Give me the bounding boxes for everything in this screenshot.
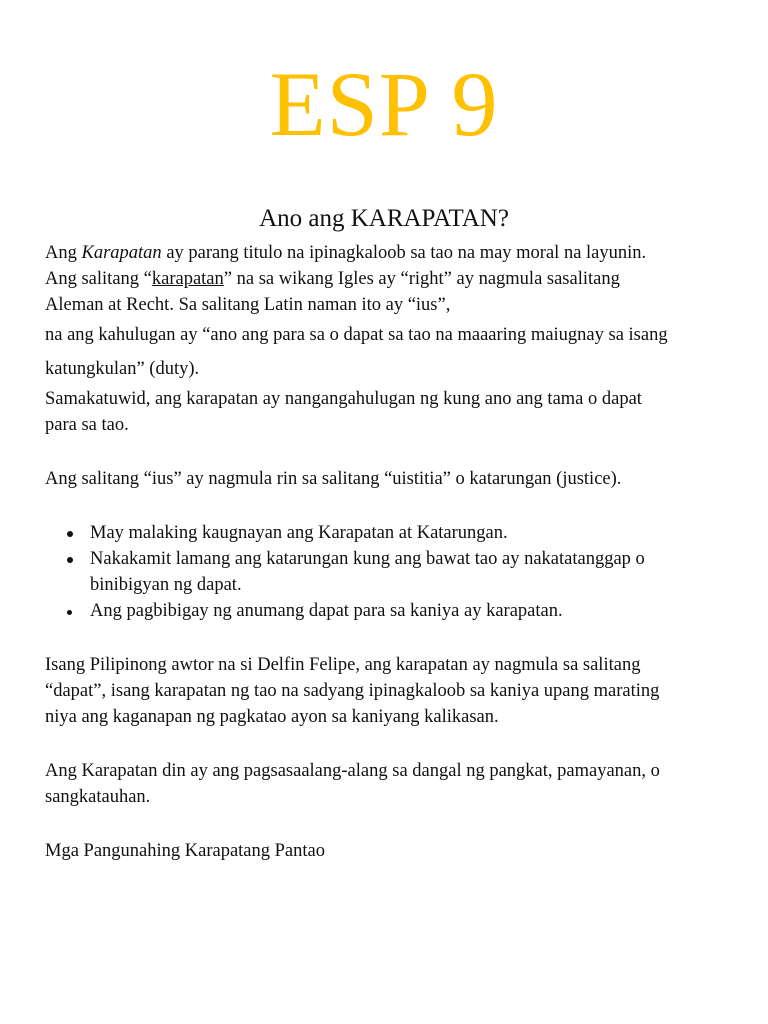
paragraph-spacer [45,810,735,838]
bullet-icon [67,531,73,537]
felipe-line-3: niya ang kaganapan ng pagkatao ayon sa kaniyang kalikasan. [45,707,499,727]
section-heading: Ano ang KARAPATAN? [259,205,509,232]
intro-line-3: Aleman at Recht. Sa salitang Latin naman ito ay “ius”, [45,295,451,315]
document-body [45,240,735,864]
intro-line-7: para sa tao. [45,415,129,435]
text-run: Ang salitang “ [45,269,152,289]
intro-line-5: katungkulan” (duty). [45,359,200,379]
felipe-line-2: “dapat”, isang karapatan ng tao na sadyang ipinagkaloob sa kaniya upang marating [45,681,660,701]
intro-paragraph [45,240,735,438]
list-item [45,546,735,598]
paragraph-spacer [45,730,735,758]
paragraph-spacer [45,624,735,652]
paragraph-spacer [45,438,735,466]
list-item [45,520,735,546]
intro-line-1 [45,240,735,266]
text-run: Ang [45,243,82,263]
bullet-text: Ang pagbibigay ng anumang dapat para sa kaniya ay karapatan. [90,601,563,621]
text-run: ay parang titulo na ipinagkaloob sa tao na may moral na layunin. [161,243,647,263]
felipe-line-1: Isang Pilipinong awtor na si Delfin Felipe, ang karapatan ay nagmula sa salitang [45,655,641,675]
text-run: ” na sa wikang Igles ay “right” ay nagmula sasalitang [223,269,620,289]
bullet-text: May malaking kaugnayan ang Karapatan at Katarungan. [90,523,508,543]
document-title: ESP 9 [269,53,499,155]
dangal-line-2: sangkatauhan. [45,787,151,807]
bullet-list [45,520,735,624]
ius-paragraph: Ang salitang “ius” ay nagmula rin sa salitang “uistitia” o katarungan (justice). [45,469,622,489]
bullet-icon [67,557,73,563]
felipe-paragraph [45,652,735,730]
dangal-paragraph [45,758,735,810]
italic-term-karapatan: Karapatan [81,243,162,263]
bullet-text: Nakakamit lamang ang katarungan kung ang bawat tao ay nakatatanggap o [90,549,645,569]
intro-line-4: na ang kahulugan ay “ano ang para sa o dapat sa tao na maaaring maiugnay sa isang [45,325,668,345]
intro-line-6: Samakatuwid, ang karapatan ay nangangahulugan ng kung ano ang tama o dapat [45,389,642,409]
bullet-icon [67,610,72,615]
dangal-line-1: Ang Karapatan din ay ang pagsasaalang-alang sa dangal ng pangkat, pamayanan, o [45,761,660,781]
intro-line-2 [45,266,735,292]
list-item [45,598,735,624]
bullet-text-continued: binibigyan ng dapat. [90,575,242,595]
paragraph-spacer [45,492,735,520]
underlined-term-karapatan: karapatan [151,269,224,289]
closing-heading: Mga Pangunahing Karapatang Pantao [45,841,325,861]
